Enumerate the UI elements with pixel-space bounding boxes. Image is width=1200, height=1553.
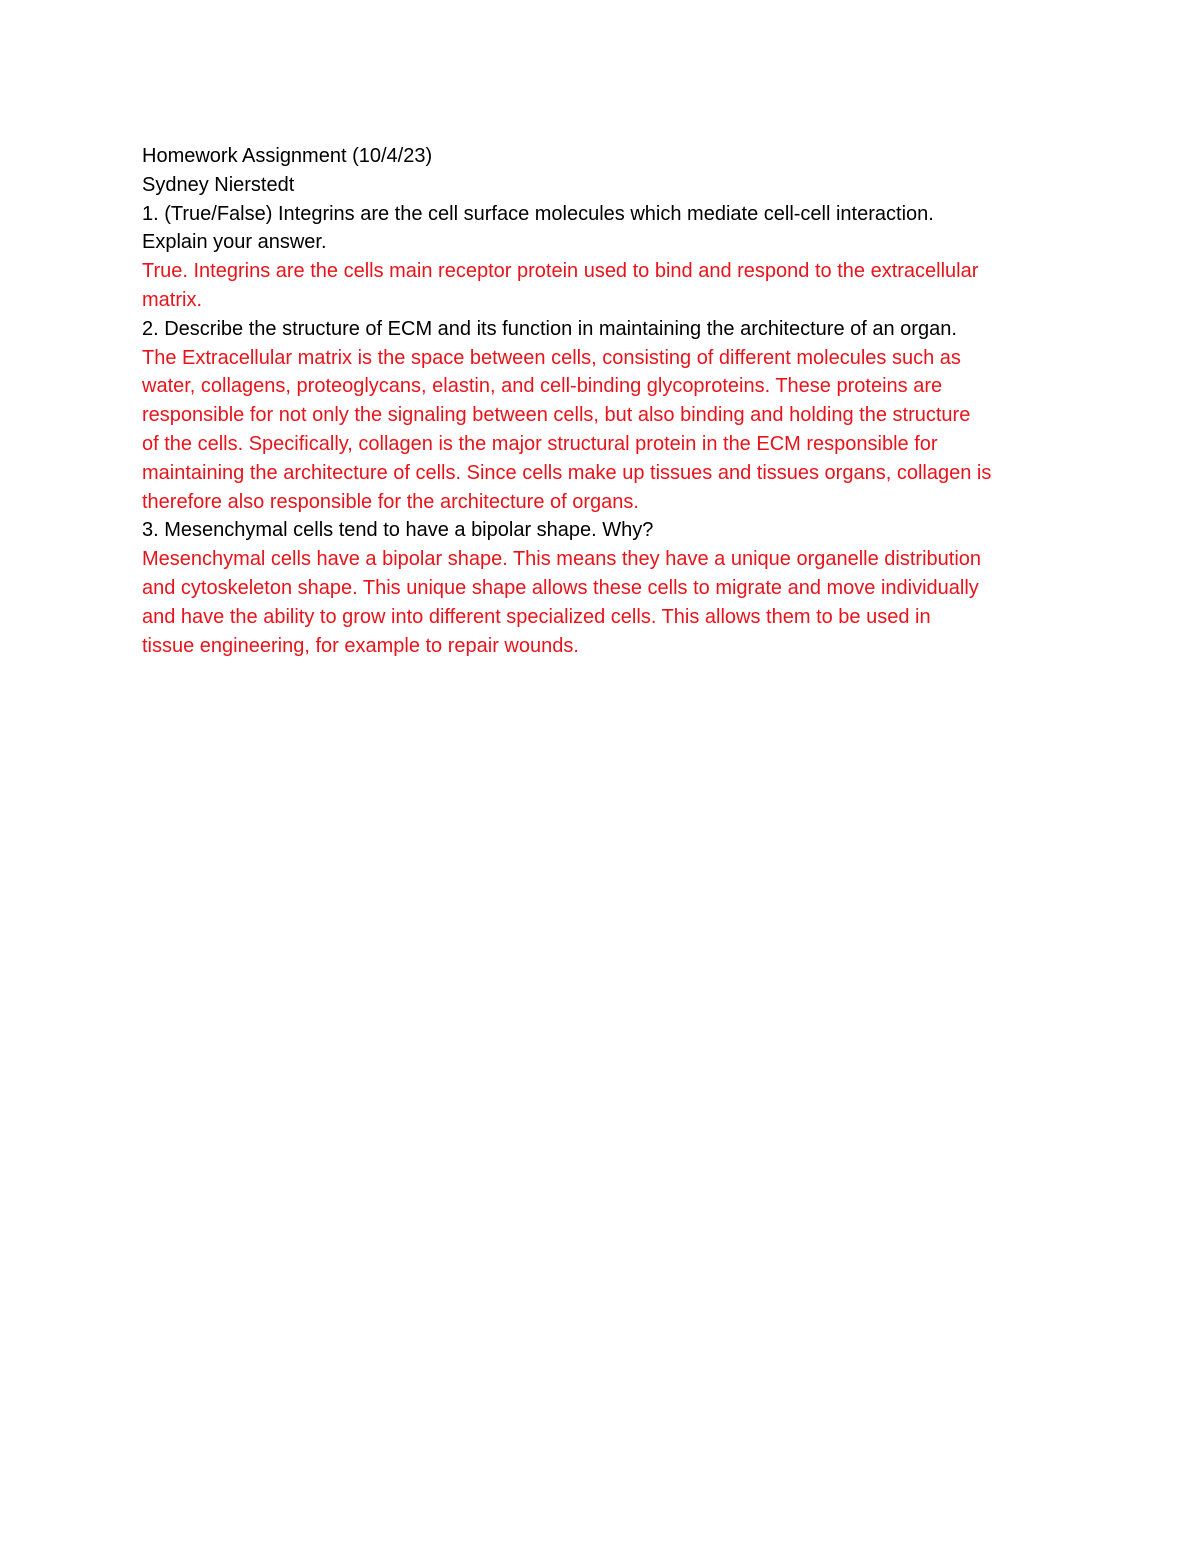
answer-3-line-1: Mesenchymal cells have a bipolar shape. This means they have a unique organelle distribution [142, 548, 982, 571]
answer-1-line-1: True. Integrins are the cells main receptor protein used to bind and respond to the extracellular [142, 260, 979, 283]
question-block-2 [142, 315, 1072, 517]
document-body [142, 142, 1072, 660]
answer-2-line-6: therefore also responsible for the architecture of organs. [142, 490, 639, 513]
question-2-line-1: 2. Describe the structure of ECM and its function in maintaining the architecture of an organ. [142, 317, 957, 340]
answer-3-line-3: and have the ability to grow into different specialized cells. This allows them to be used in [142, 605, 931, 628]
question-block-3 [142, 516, 1072, 660]
author-name: Sydney Nierstedt [142, 173, 295, 196]
question-block-1 [142, 200, 1072, 315]
answer-2-line-4: of the cells. Specifically, collagen is the major structural protein in the ECM responsible for [142, 432, 938, 455]
answer-2-line-2: water, collagens, proteoglycans, elastin, and cell-binding glycoproteins. These proteins are [142, 375, 943, 398]
document-title: Homework Assignment (10/4/23) [142, 145, 433, 167]
answer-2-line-5: maintaining the architecture of cells. Since cells make up tissues and tissues organs, collagen is [142, 461, 992, 484]
question-1-line-1: 1. (True/False) Integrins are the cell surface molecules which mediate cell-cell interaction. [142, 202, 934, 225]
answer-3-line-4: tissue engineering, for example to repair wounds. [142, 634, 579, 657]
answer-2-line-3: responsible for not only the signaling between cells, but also binding and holding the structure [142, 404, 971, 427]
answer-2-line-1: The Extracellular matrix is the space between cells, consisting of different molecules such as [142, 346, 961, 369]
question-1-line-2: Explain your answer. [142, 231, 327, 254]
answer-1-line-2: matrix. [142, 288, 202, 311]
question-3-line-1: 3. Mesenchymal cells tend to have a bipolar shape. Why? [142, 519, 654, 542]
answer-3-line-2: and cytoskeleton shape. This unique shape allows these cells to migrate and move individually [142, 576, 979, 599]
